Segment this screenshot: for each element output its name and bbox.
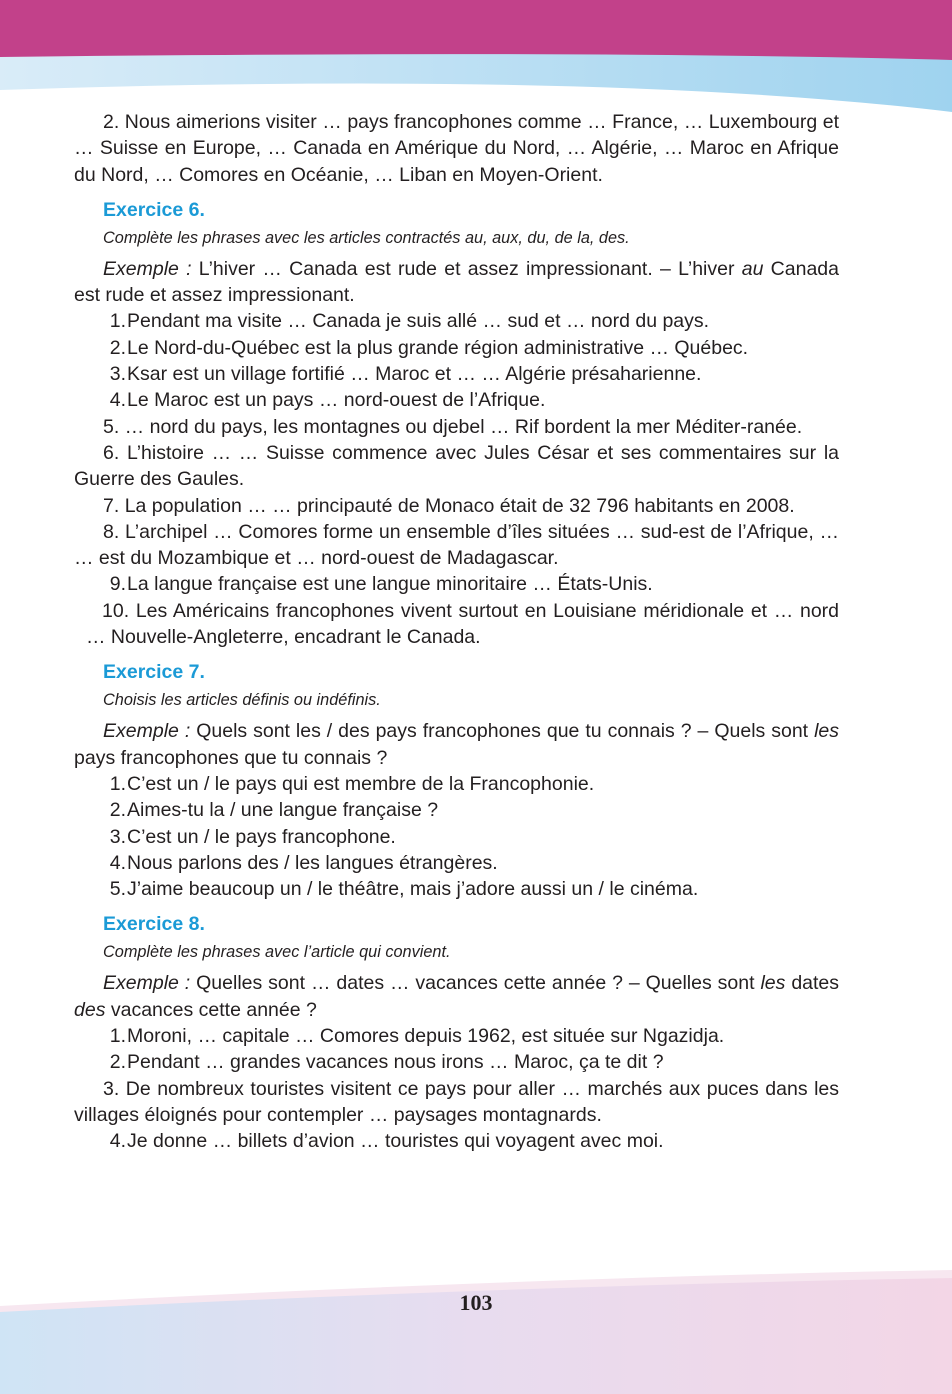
list-item <box>74 493 839 519</box>
item-text: Les Américains francophones vivent surtout en Louisiane méridionale et … nord … Nouvelle-Angleterre, encadrant le Canada. <box>86 599 840 649</box>
item-number: 6. <box>103 441 120 464</box>
list-item <box>74 797 839 823</box>
item-number: 2. <box>109 336 126 359</box>
example-text: Canada est rude et assez impressionant. <box>74 257 839 307</box>
exercise-7-items <box>74 771 839 902</box>
item-number: 10. <box>102 599 130 622</box>
item-number: 3. <box>103 1077 120 1100</box>
list-item <box>74 876 839 902</box>
intro-item-text: Nous aimerions visiter … pays francophones comme … France, … Luxembourg et … Suisse en Europe, … Canada en Amérique du Nord, … Algérie, … Maroc en Afrique du Nord, … Comores en Océanie, … Liban en Moyen-Orient. <box>74 111 839 186</box>
item-text: Le Maroc est un pays … nord-ouest de l’Afrique. <box>127 389 546 412</box>
example-text: vacances cette année ? <box>105 998 317 1021</box>
example-text: Quels sont les / des pays francophones que tu connais ? – Quels sont <box>190 720 815 743</box>
exercise-7-example <box>74 718 839 771</box>
list-item <box>74 519 839 572</box>
list-item <box>74 1076 839 1129</box>
intro-item-number: 2. <box>103 111 120 133</box>
item-number: 4. <box>109 1130 126 1153</box>
item-text: Aimes-tu la / une langue française ? <box>127 799 439 822</box>
list-item <box>74 824 839 850</box>
item-text: Nous parlons des / les langues étrangères. <box>127 851 498 874</box>
item-text: Pendant … grandes vacances nous irons … Maroc, ça te dit ? <box>127 1051 664 1074</box>
item-number: 2. <box>109 799 126 822</box>
example-label: Exemple : <box>103 720 191 743</box>
item-number: 8. <box>103 520 120 543</box>
item-number: 4. <box>109 389 126 412</box>
item-number: 7. <box>103 494 120 517</box>
list-item <box>74 571 839 597</box>
list-item <box>74 361 839 387</box>
list-item <box>74 1023 839 1049</box>
item-number: 4. <box>109 851 126 874</box>
exercise-8-example <box>74 970 839 1023</box>
item-text: Le Nord-du-Québec est la plus grande région administrative … Québec. <box>127 336 749 359</box>
list-item <box>74 308 839 334</box>
example-answer: des <box>74 998 106 1021</box>
item-text: Moroni, … capitale … Comores depuis 1962, est située sur Ngazidja. <box>127 1025 725 1048</box>
example-answer: les <box>814 720 839 743</box>
item-text: C’est un / le pays francophone. <box>127 825 396 848</box>
item-number: 5. <box>103 415 120 438</box>
item-text: C’est un / le pays qui est membre de la Francophonie. <box>127 772 595 795</box>
exercise-6-title: Exercice 6. <box>103 198 205 221</box>
item-text: La langue française est une langue minoritaire … États-Unis. <box>127 573 653 596</box>
example-text: L’hiver … Canada est rude et assez impressionant. – L’hiver <box>191 257 742 280</box>
page-content <box>74 109 839 1155</box>
item-number: 3. <box>109 825 126 848</box>
exercise-8-instruction: Complète les phrases avec l’article qui convient. <box>103 943 451 962</box>
intro-item-2 <box>74 109 839 188</box>
item-text: La population … … principauté de Monaco était de 32 796 habitants en 2008. <box>124 494 795 517</box>
item-number: 9. <box>109 573 126 596</box>
item-number: 1. <box>109 310 126 333</box>
list-item <box>74 771 839 797</box>
example-answer: au <box>741 257 764 280</box>
item-text: J’aime beaucoup un / le théâtre, mais j’adore aussi un / le cinéma. <box>127 878 699 901</box>
example-text: pays francophones que tu connais ? <box>74 746 388 769</box>
example-text: Quelles sont … dates … vacances cette année ? – Quelles sont <box>190 972 761 995</box>
item-number: 1. <box>109 1025 126 1048</box>
example-label: Exemple : <box>103 257 192 280</box>
list-item <box>74 335 839 361</box>
exercise-8-title: Exercice 8. <box>103 913 205 936</box>
list-item <box>74 414 839 440</box>
bottom-decorative-band <box>0 1254 952 1394</box>
list-item <box>74 1128 839 1154</box>
item-text: L’archipel … Comores forme un ensemble d’îles situées … sud-est de l’Afrique, … … est du Mozambique et … nord-ouest de Madagascar. <box>74 520 840 570</box>
exercise-6-example <box>74 256 839 309</box>
exercise-6-items <box>74 308 839 650</box>
item-text: Je donne … billets d’avion … touristes qui voyagent avec moi. <box>127 1130 664 1153</box>
item-text: L’histoire … … Suisse commence avec Jules César et ses commentaires sur la Guerre des Gaules. <box>74 441 839 491</box>
item-text: Pendant ma visite … Canada je suis allé … sud et … nord du pays. <box>127 310 710 333</box>
item-number: 5. <box>109 878 126 901</box>
list-item <box>74 387 839 413</box>
page-number: 103 <box>459 1290 493 1315</box>
exercise-7-title: Exercice 7. <box>103 661 205 684</box>
item-number: 3. <box>109 363 126 386</box>
list-item <box>74 440 839 493</box>
exercise-6-instruction: Complète les phrases avec les articles contractés au, aux, du, de la, des. <box>103 228 630 247</box>
example-text: dates <box>785 972 840 995</box>
example-label: Exemple : <box>103 972 191 995</box>
list-item <box>74 1049 839 1075</box>
list-item <box>74 598 839 651</box>
item-text: Ksar est un village fortifié … Maroc et … … Algérie présaharienne. <box>127 363 702 386</box>
top-decorative-band <box>0 0 952 120</box>
item-text: … nord du pays, les montagnes ou djebel … Rif bordent la mer Méditer-ranée. <box>119 415 803 438</box>
item-text: De nombreux touristes visitent ce pays pour aller … marchés aux puces dans les villages éloignés pour contempler … paysages montagnards. <box>74 1077 840 1126</box>
example-answer: les <box>760 972 786 995</box>
item-number: 2. <box>109 1051 126 1074</box>
item-number: 1. <box>109 772 126 795</box>
exercise-8-items <box>74 1023 839 1154</box>
exercise-7-instruction: Choisis les articles définis ou indéfinis. <box>103 691 381 710</box>
list-item <box>74 850 839 876</box>
